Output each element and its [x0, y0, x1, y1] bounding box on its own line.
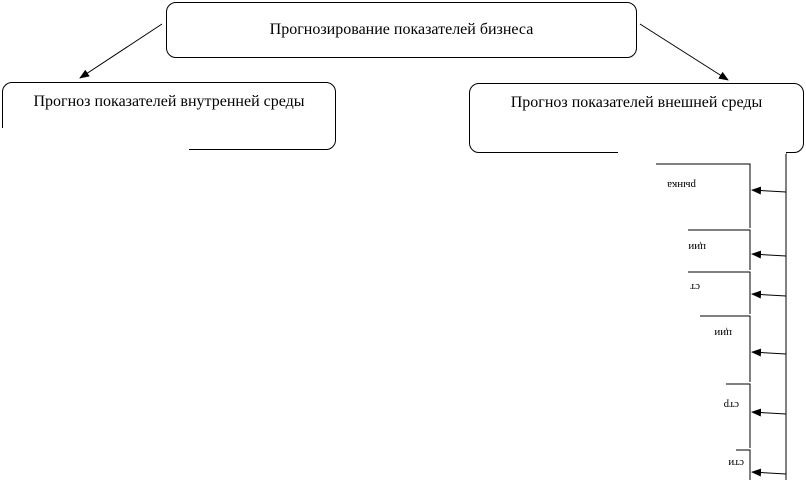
external-forecast-label: Прогноз показателей внешней среды [510, 94, 763, 111]
arrow-spine-5 [752, 412, 786, 414]
arrow-root-to-external [640, 24, 728, 80]
root-node [166, 2, 637, 58]
sub-box-4 [700, 316, 750, 382]
sub-box-2-fragment: ции [688, 241, 706, 253]
sub-box-4-fragment: ции [714, 327, 732, 339]
sub-box-1 [656, 164, 750, 228]
arrow-spine-4 [752, 352, 786, 354]
sub-box-1-fragment: рынка [667, 179, 696, 191]
sub-box-5-fragment: стр [723, 399, 739, 411]
arrow-spine-6 [752, 472, 786, 474]
arrow-root-to-internal [80, 24, 162, 78]
external-node-clip [618, 126, 786, 154]
arrow-spine-1 [752, 190, 786, 192]
internal-forecast-label: Прогноз показателей внутренней среды [33, 93, 305, 110]
root-node-label: Прогнозирование показателей бизнеса [269, 21, 534, 38]
internal-node-clip [1, 128, 189, 150]
sub-box-3-fragment: ст [690, 281, 700, 293]
arrow-spine-3 [752, 294, 786, 296]
arrow-spine-2 [752, 254, 786, 256]
sub-box-6-fragment: сти [728, 457, 744, 469]
sub-box-3 [688, 272, 750, 314]
sub-box-5 [723, 384, 750, 448]
